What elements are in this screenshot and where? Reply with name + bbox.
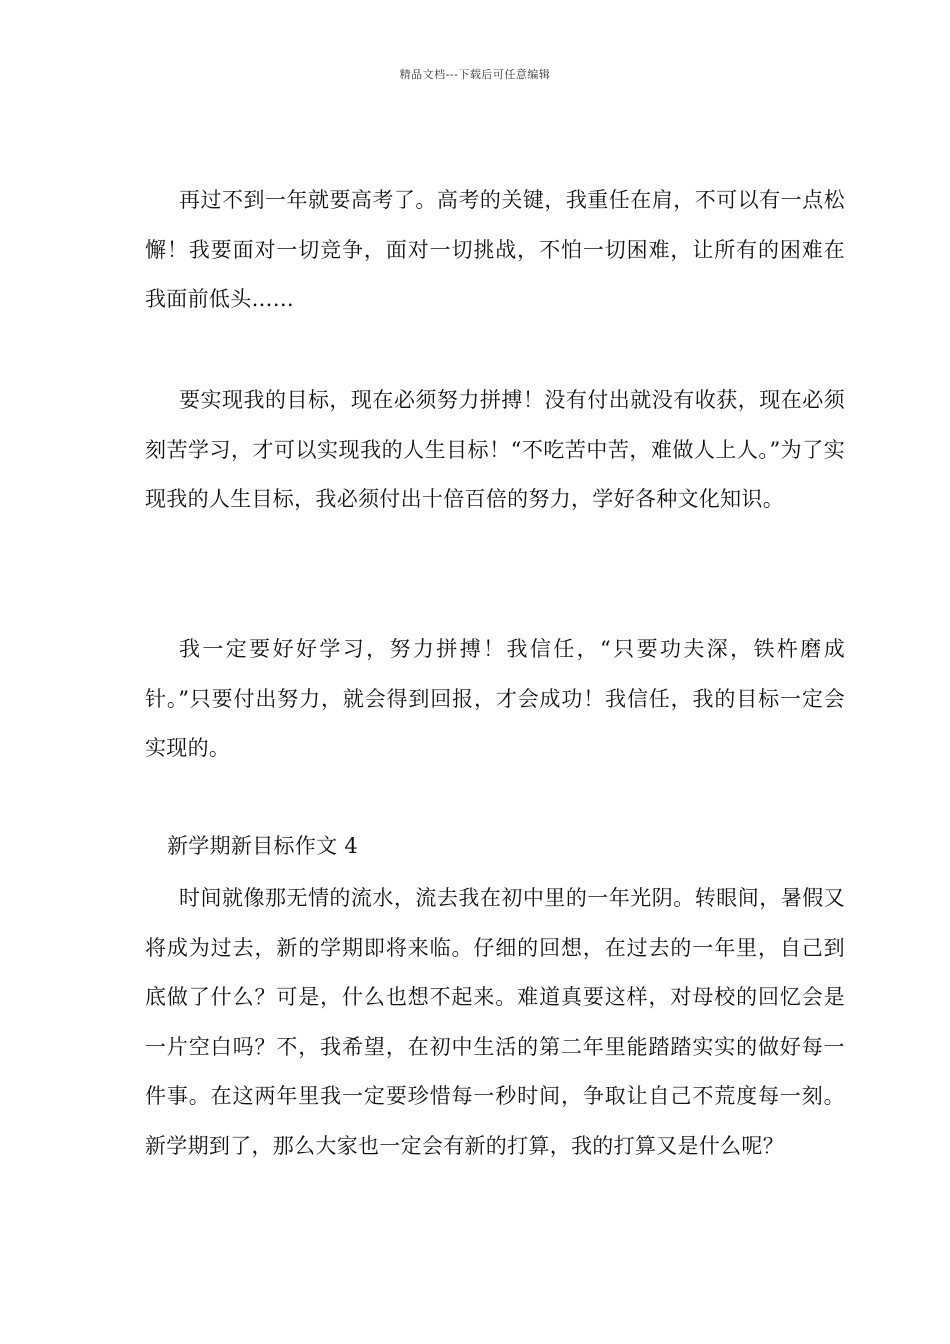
page-header: 精品文档---下载后可任意编辑 [399,68,551,81]
paragraph-3: 我一定要好好学习，努力拼搏！我信任，“只要功夫深，铁杵磨成针。”只要付出努力，就会得到回报，才会成功！我信任，我的目标一定会实现的。 [145,637,845,760]
section-paragraph: 时间就像那无情的流水，流去我在初中里的一年光阴。转眼间，暑假又将成为过去，新的学期即将来临。仔细的回想，在过去的一年里，自己到底做了什么？可是，什么也想不起来。难道真要这样，对母校的回忆会是一片空白吗？不，我希望，在初中生活的第二年里能踏踏实实的做好每一件事。在这两年里我一定要珍惜每一秒时间，争取让自己不荒度每一刻。新学期到了，那么大家也一定会有新的打算，我的打算又是什么呢？ [145,886,845,1158]
section-heading: 新学期新目标作文 4 [167,834,359,858]
paragraph-2: 要实现我的目标，现在必须努力拼搏！没有付出就没有收获，现在必须刻苦学习，才可以实现我的人生目标！“不吃苦中苦，难做人上人。”为了实现我的人生目标，我必须付出十倍百倍的努力，学好各种文化知识。 [145,388,845,511]
paragraph-1: 再过不到一年就要高考了。高考的关键，我重任在肩，不可以有一点松懈！我要面对一切竞争，面对一切挑战，不怕一切困难，让所有的困难在我面前低头…… [145,188,845,311]
